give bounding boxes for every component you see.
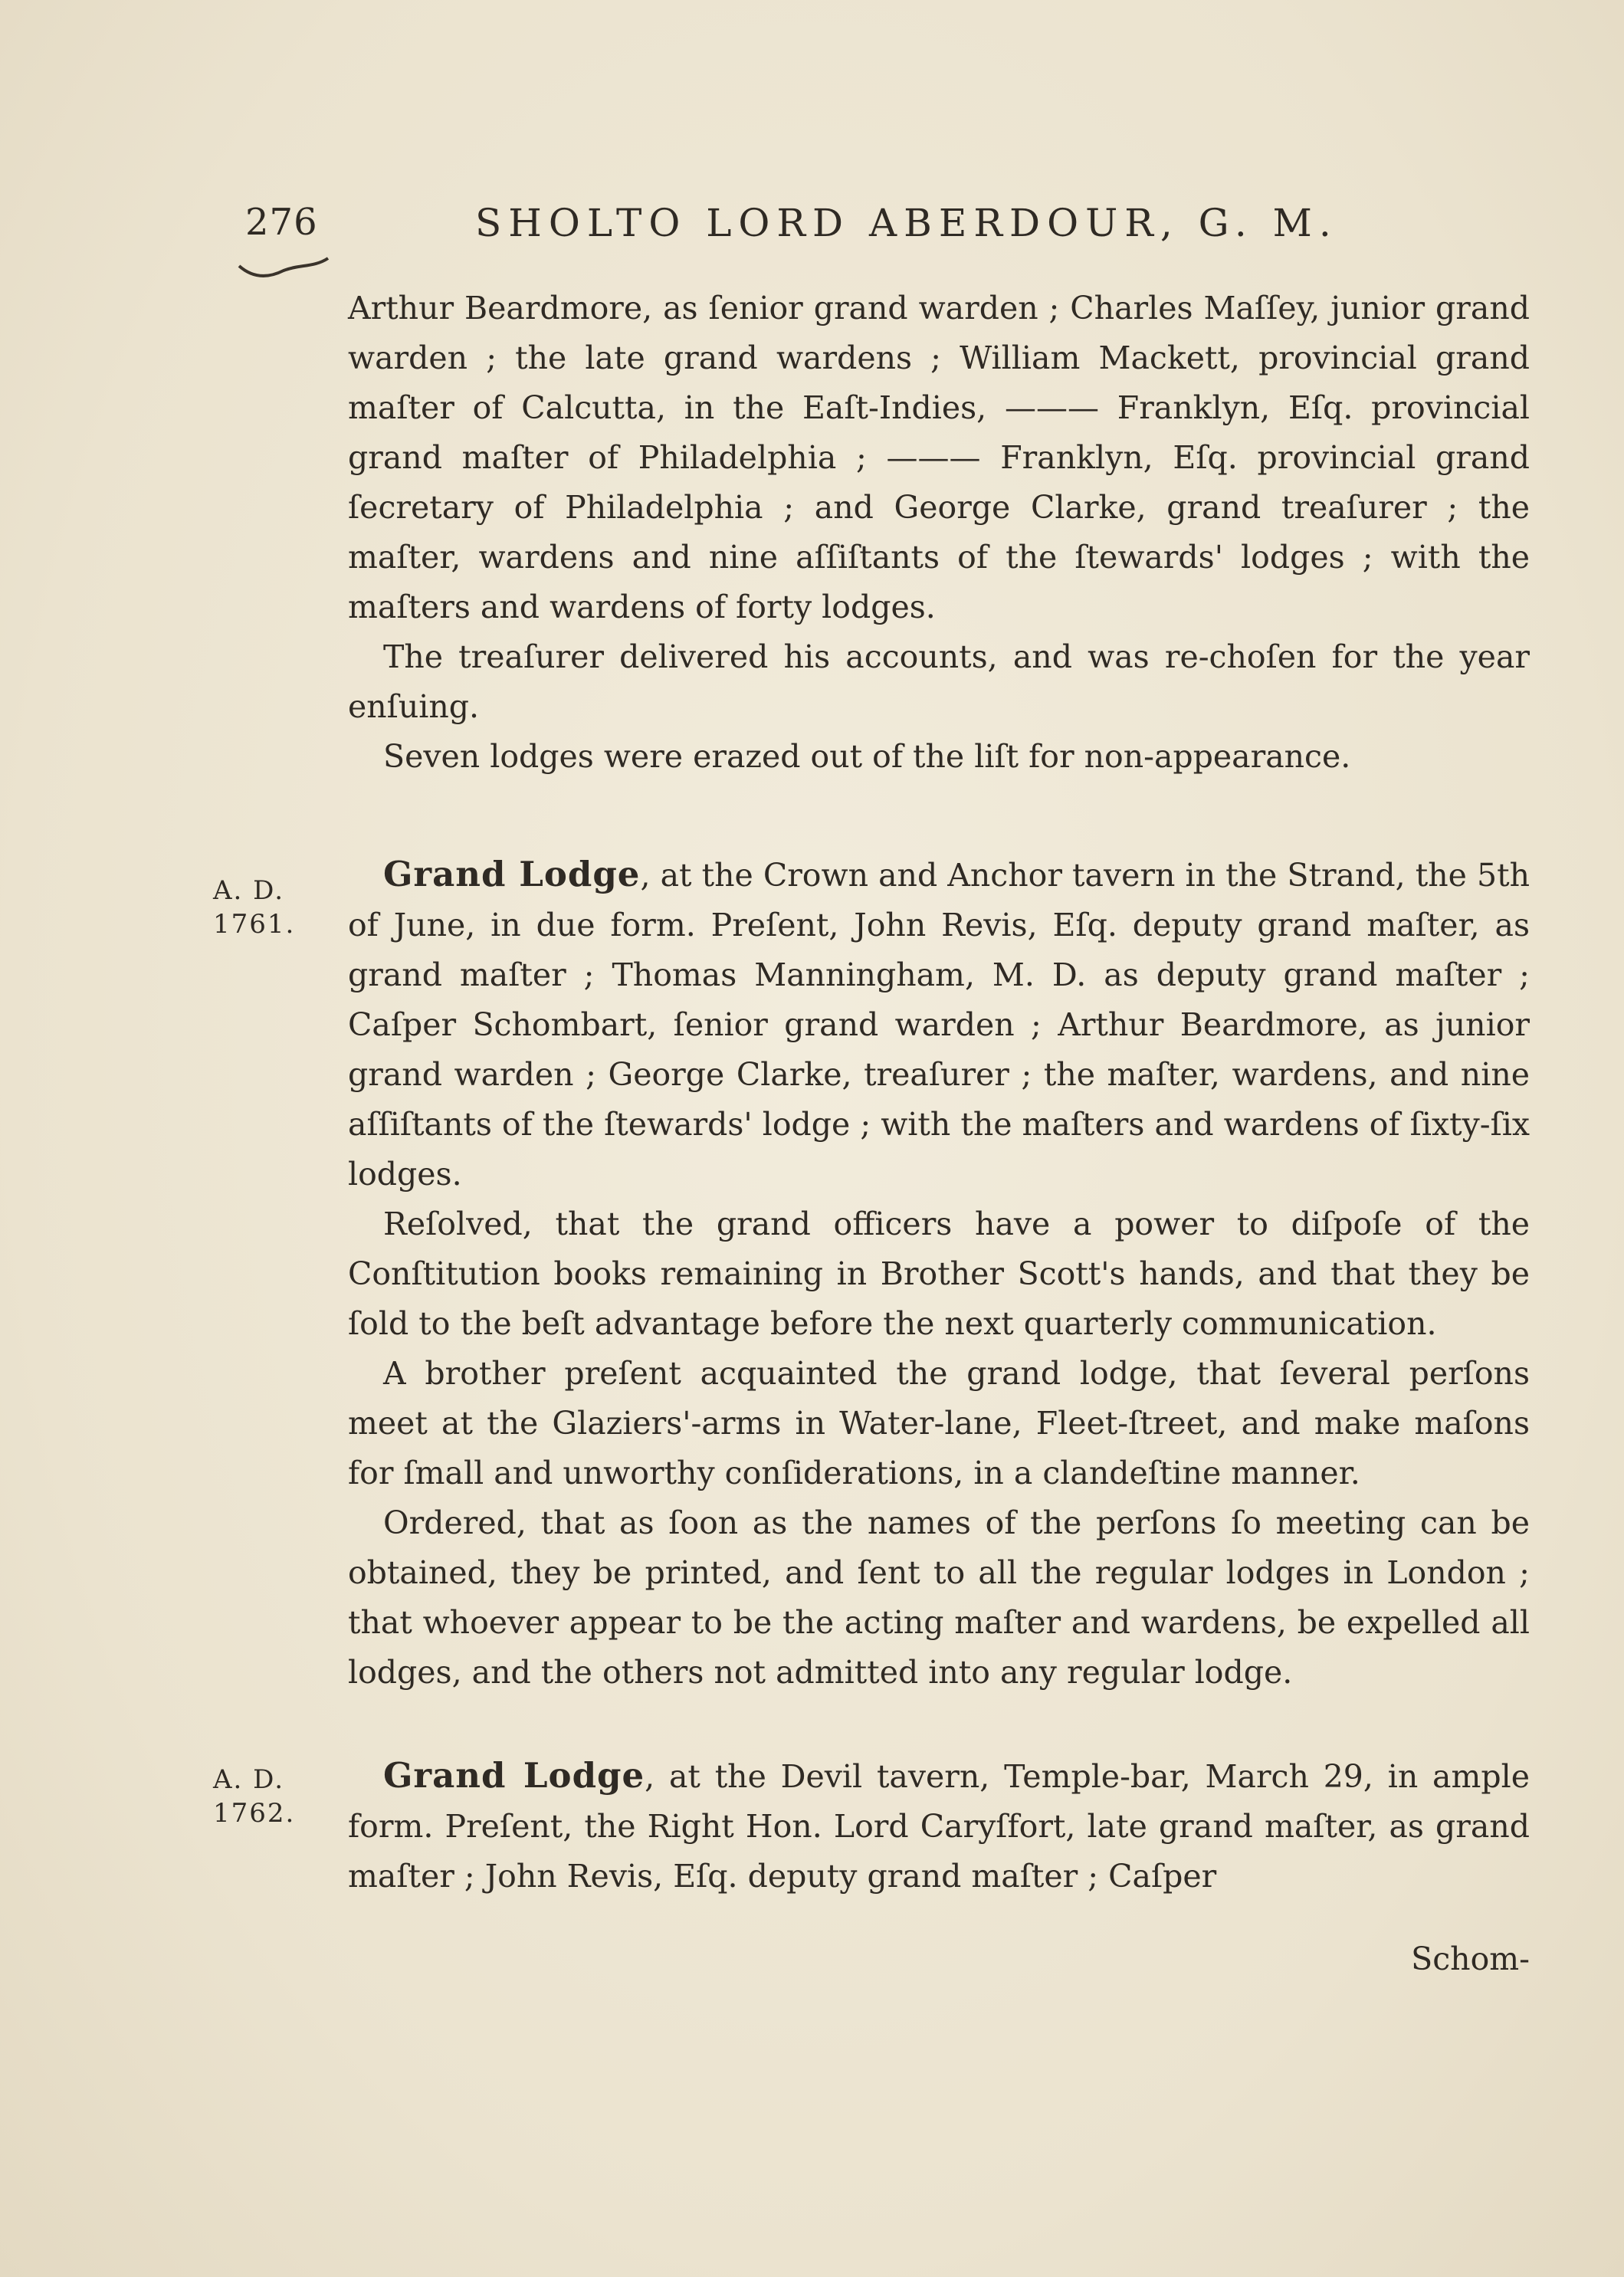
page-header	[245, 201, 1426, 254]
running-head: SHOLTO LORD ABERDOUR, G. M.	[475, 201, 1338, 245]
intro-paragraph-2: The treaſurer delivered his accounts, and was re-choſen for the year enſuing.	[348, 638, 1530, 725]
margin-date-1761	[213, 874, 295, 941]
entry-1761	[348, 849, 1530, 1698]
entry-1762	[348, 1750, 1530, 1901]
margin-date-year: 1762.	[213, 1798, 296, 1829]
page-number: 276	[245, 201, 318, 244]
margin-date-year: 1761.	[213, 909, 296, 940]
margin-date-ad: A. D.	[213, 1764, 285, 1795]
intro-section	[348, 284, 1530, 782]
entry-1761-paragraph-3: A brother preſent acquainted the grand lodge, that ſeveral perſons meet at the Glaziers'-arms in Water-lane, Fleet-ſtreet, and make maſons for ſmall and unworthy conſiderations, in a clandeſtine manner.	[348, 1355, 1530, 1491]
margin-date-ad: A. D.	[213, 875, 285, 906]
catchword: Schom-	[1411, 1941, 1530, 1977]
grand-lodge-heading: Grand Lodge	[383, 1755, 645, 1796]
entry-1761-paragraph-1-text: , at the Crown and Anchor tavern in the Strand, the 5th of June, in due form. Preſent, John Revis, Eſq. deputy grand maſter, as grand maſter ; Thomas Manningham, M. D. as deputy grand maſter ; Caſper Schombart, ſenior grand warden ; Arthur Beardmore, as junior grand warden ; George Clarke, treaſurer ; the maſter, wardens, and nine aſſiſtants of the ſtewards' lodge ; with the maſters and wardens of ſixty-ſix lodges.	[348, 857, 1530, 1193]
entry-1761-paragraph-4: Ordered, that as ſoon as the names of the perſons ſo meeting can be obtained, they be printed, and ſent to all the regular lodges in London ; that whoever appear to be the acting maſter and wardens, be expelled all lodges, and the others not admitted into any regular lodge.	[348, 1504, 1530, 1691]
entry-1762-paragraph-1	[348, 1750, 1530, 1901]
entry-1761-paragraph-2: Reſolved, that the grand officers have a power to diſpoſe of the Conſtitution books remaining in Brother Scott's hands, and that they be ſold to the beſt advantage before the next quarterly communication.	[348, 1206, 1530, 1342]
entry-1762-paragraph-1-text: , at the Devil tavern, Temple-bar, March 29, in ample form. Preſent, the Right Hon. Lord Caryſfort, late grand maſter, as grand maſter ; John Revis, Eſq. deputy grand maſter ; Caſper	[348, 1758, 1530, 1895]
grand-lodge-heading: Grand Lodge	[383, 854, 641, 894]
intro-paragraph-3: Seven lodges were erazed out of the liſt for non-appearance.	[383, 738, 1351, 775]
intro-paragraph-1: Arthur Beardmore, as ſenior grand warden ; Charles Maſſey, junior grand warden ; the late grand wardens ; William Mackett, provincial grand maſter of Calcutta, in the Eaſt-Indies, ——— Franklyn, Eſq. provincial grand maſter of Philadelphia ; ——— Franklyn, Eſq. provincial grand ſecretary of Philadelphia ; and George Clarke, grand treaſurer ; the maſter, wardens and nine aſſiſtants of the ſtewards' lodges ; with the maſters and wardens of forty lodges.	[348, 290, 1530, 625]
margin-date-1762	[213, 1763, 295, 1830]
entry-1761-paragraph-1	[348, 849, 1530, 1199]
page-number-flourish	[238, 257, 330, 280]
